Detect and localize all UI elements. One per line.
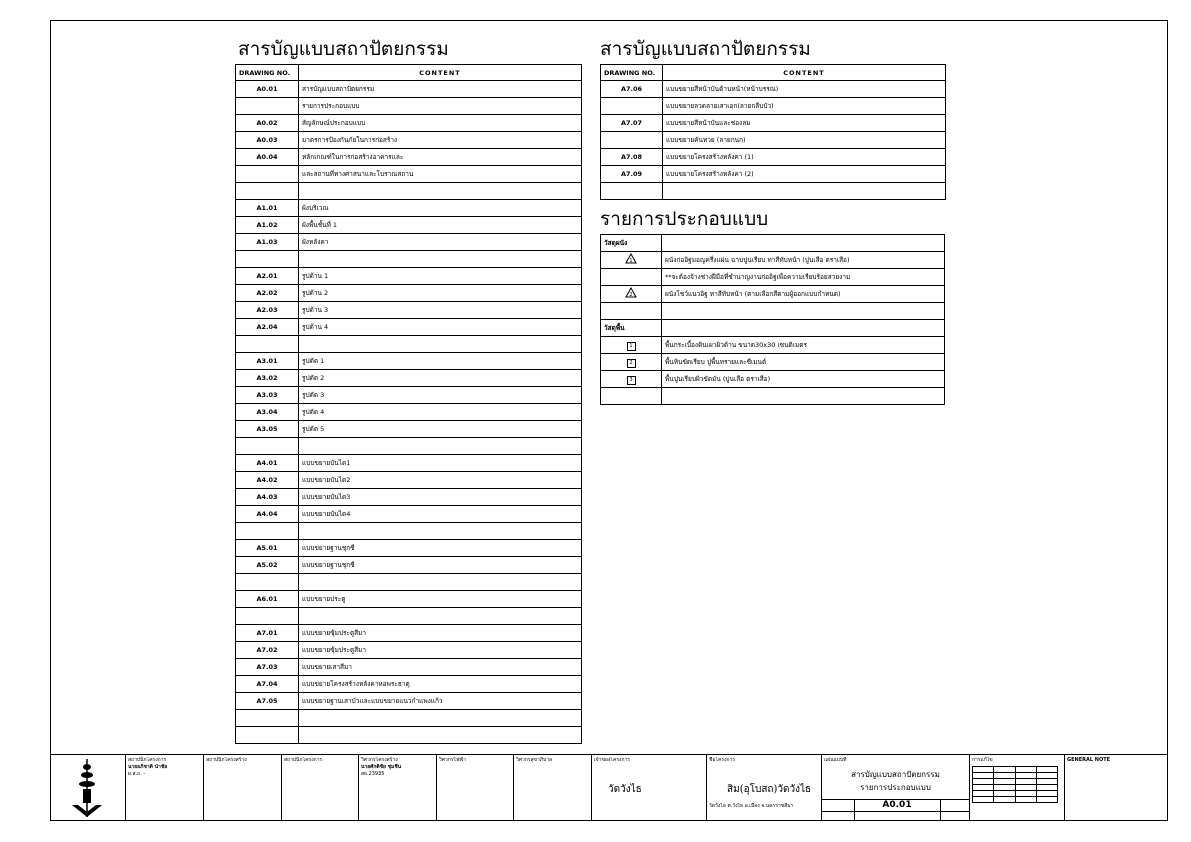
project-head: ชื่อโครงการ: [709, 757, 736, 763]
drawing-no-cell: [601, 183, 663, 200]
table-row: [236, 81, 582, 98]
electrical-engineer-head: วิศวกรไฟฟ้า: [439, 757, 466, 763]
table-row: [601, 286, 945, 303]
content-cell: [299, 523, 582, 540]
content-cell: สัญลักษณ์ประกอบแบบ: [299, 115, 582, 132]
sanitary-engineer-cell: [513, 755, 591, 821]
table-row: [601, 81, 946, 98]
spec-text: พื้นปูนเรียบผิวขัดมัน (ปูนเสือ ตราเสือ): [662, 371, 945, 388]
table-row: [236, 234, 582, 251]
table-row: [601, 320, 945, 337]
owner-cell: [591, 755, 706, 821]
drawing-no-cell: A7.01: [236, 625, 299, 642]
content-cell: แบบขยายโครงสร้างหลังคาหอพระธาตุ: [299, 676, 582, 693]
content-cell: แบบขยายคันทวย (ลายกนก): [663, 132, 946, 149]
drawing-no-cell: [236, 438, 299, 455]
drawing-no-cell: A1.01: [236, 200, 299, 217]
content-cell: แบบขยายเสาสีมา: [299, 659, 582, 676]
drawing-no-cell: A7.05: [236, 693, 299, 710]
content-cell: แบบขยายบันได2: [299, 472, 582, 489]
project-architect-cell: [281, 755, 358, 821]
spec-symbol-cell: [601, 388, 662, 405]
content-cell: แบบขยายซุ้มประตูสีมา: [299, 625, 582, 642]
content-cell: รูปตัด 1: [299, 353, 582, 370]
table-row: [601, 132, 946, 149]
content-cell: แบบขยายสีหน้าบันด้านหน้า(หน้าบรรณ): [663, 81, 946, 98]
table-row: [236, 591, 582, 608]
drawing-no-cell: A6.01: [236, 591, 299, 608]
content-cell: ผังบริเวณ: [299, 200, 582, 217]
spec-symbol-cell: [601, 303, 662, 320]
table-row: [236, 455, 582, 472]
drawing-no-cell: A0.03: [236, 132, 299, 149]
svg-text:1: 1: [629, 258, 633, 264]
drawing-no-cell: A1.03: [236, 234, 299, 251]
emblem-icon: [52, 757, 122, 819]
sheet-head: แผ่นแบบที่: [824, 757, 847, 763]
drawing-no-cell: A7.06: [601, 81, 663, 98]
table-row: [236, 353, 582, 370]
table-row: [236, 523, 582, 540]
content-cell: และสถานที่ทางศาสนาและโบราณสถาน: [299, 166, 582, 183]
drawing-no-cell: [236, 183, 299, 200]
architect-cell: [125, 755, 203, 821]
drawing-no-cell: [236, 336, 299, 353]
table-row: [601, 166, 946, 183]
content-cell: สารบัญแบบสถาปัตยกรรม: [299, 81, 582, 98]
drawing-no-cell: [236, 727, 299, 744]
drawing-no-header: DRAWING NO.: [236, 65, 299, 81]
content-cell: แบบขยายประตู: [299, 591, 582, 608]
general-note-cell: [1064, 755, 1168, 821]
left-index-table: [235, 64, 582, 744]
table-header: [236, 65, 582, 81]
drawing-no-cell: [236, 574, 299, 591]
table-row: [601, 235, 945, 252]
table-row: [236, 98, 582, 115]
drawing-no-cell: A7.04: [236, 676, 299, 693]
content-cell: [299, 574, 582, 591]
table-row: [236, 557, 582, 574]
project-cell: [706, 755, 821, 821]
content-cell: [663, 183, 946, 200]
spec-text: พื้นกระเบื้องดินเผาผิวด้าน ขนาด30x30 เซนติเมตร: [662, 337, 945, 354]
content-cell: รูปตัด 3: [299, 387, 582, 404]
table-row: [236, 710, 582, 727]
drawing-no-cell: A7.08: [601, 149, 663, 166]
project-location: วัดวังไธ ต.วังไธ อ.เมือง จ.นครราชสีมา: [709, 803, 794, 809]
sheet-title-2: รายการประกอบแบบ: [860, 783, 931, 792]
structure-architect-head: สถาปนิกโครงสร้าง: [206, 757, 247, 763]
table-row: [236, 642, 582, 659]
drawing-no-cell: A7.09: [601, 166, 663, 183]
content-cell: รูปด้าน 3: [299, 302, 582, 319]
content-cell: แบบขยายบันได4: [299, 506, 582, 523]
content-cell: [299, 438, 582, 455]
content-header: CONTENT: [299, 65, 582, 81]
table-row: [236, 132, 582, 149]
owner-name: วัดวังไธ: [608, 784, 642, 795]
content-cell: [299, 336, 582, 353]
logo-cell: [50, 755, 125, 821]
spec-symbol-cell: [601, 269, 662, 286]
content-cell: แบบขยายบันได3: [299, 489, 582, 506]
content-cell: [299, 710, 582, 727]
architect-reg: ผ.ส.ถ. -: [128, 771, 146, 777]
drawing-no-cell: A0.01: [236, 81, 299, 98]
project-architect-head: สถาปนิกโครงการ: [284, 757, 323, 763]
table-row: [236, 404, 582, 421]
electrical-engineer-cell: [436, 755, 513, 821]
structural-engineer-reg: สย.23935: [361, 771, 385, 777]
table-row: [236, 489, 582, 506]
box-symbol-icon: [601, 354, 662, 371]
drawing-no-header: DRAWING NO.: [601, 65, 663, 81]
table-row: [236, 200, 582, 217]
drawing-no-cell: A2.01: [236, 268, 299, 285]
table-row: [601, 98, 946, 115]
triangle-symbol-icon: [601, 252, 662, 269]
revision-head: การแก้ไข: [972, 757, 993, 763]
architect-name: นายอภิชาติ นำชัย: [128, 764, 168, 770]
spec-text: [662, 235, 945, 252]
sheet-cell: [821, 755, 969, 821]
drawing-no-cell: A2.04: [236, 319, 299, 336]
sanitary-engineer-head: วิศวกรสุขาภิบาล: [516, 757, 553, 763]
drawing-no-cell: [236, 166, 299, 183]
table-row: [236, 319, 582, 336]
drawing-no-cell: A3.03: [236, 387, 299, 404]
content-cell: รายการประกอบแบบ: [299, 98, 582, 115]
content-cell: แบบขยายฐานชุกชี: [299, 540, 582, 557]
drawing-no-cell: A3.02: [236, 370, 299, 387]
content-cell: รูปตัด 5: [299, 421, 582, 438]
content-cell: แบบขยายสีหน้าบันและช่องลม: [663, 115, 946, 132]
triangle-symbol-icon: [601, 286, 662, 303]
content-cell: แบบขยายโครงสร้างหลังคา (2): [663, 166, 946, 183]
drawing-no-cell: A1.02: [236, 217, 299, 234]
table-row: [236, 166, 582, 183]
table-row: [236, 676, 582, 693]
drawing-no-cell: A3.01: [236, 353, 299, 370]
table-row: [601, 149, 946, 166]
table-row: [236, 183, 582, 200]
table-row: [236, 472, 582, 489]
content-cell: แบบขยายลวดลายเสาเอก(ลายกลีบบัว): [663, 98, 946, 115]
spec-text: ผนังโชว์แนวอิฐ ทาสีทับหน้า (ตามเลือกสีตามผู้ออกแบบกำหนด): [662, 286, 945, 303]
sheet-number: A0.01: [882, 800, 912, 810]
box-symbol-icon: [601, 371, 662, 388]
content-cell: รูปด้าน 2: [299, 285, 582, 302]
content-cell: รูปด้าน 1: [299, 268, 582, 285]
content-cell: [299, 727, 582, 744]
table-row: [236, 285, 582, 302]
drawing-no-cell: A4.04: [236, 506, 299, 523]
structure-architect-cell: [203, 755, 281, 821]
drawing-no-cell: [236, 710, 299, 727]
content-cell: [299, 608, 582, 625]
table-row: [601, 183, 946, 200]
table-row: [236, 251, 582, 268]
table-row: [236, 659, 582, 676]
table-row: [601, 354, 945, 371]
spec-table: [600, 234, 945, 405]
structural-engineer-cell: [358, 755, 436, 821]
spec-text: [662, 320, 945, 337]
content-cell: รูปตัด 2: [299, 370, 582, 387]
project-name: สิม(อุโบสถ)วัดวังไธ: [727, 784, 812, 795]
revision-cell: [969, 755, 1064, 821]
table-row: [236, 438, 582, 455]
box-symbol-icon: [601, 337, 662, 354]
spec-text: **จะต้องจ้างช่างฝีมือที่ชำนาญงานก่ออิฐเพื่อความเรียบร้อยสวยงาม: [662, 269, 945, 286]
drawing-no-cell: A2.03: [236, 302, 299, 319]
drawing-no-cell: A7.03: [236, 659, 299, 676]
content-cell: ผังพื้นชั้นที่ 1: [299, 217, 582, 234]
drawing-no-cell: A2.02: [236, 285, 299, 302]
content-cell: ผังหลังคา: [299, 234, 582, 251]
spec-category: วัสดุผนัง: [601, 235, 662, 252]
box-symbol-label: 3: [627, 376, 636, 385]
structural-engineer-head: วิศวกรโครงสร้าง: [361, 757, 398, 763]
owner-head: เจ้าของโครงการ: [594, 757, 630, 763]
table-row: [236, 506, 582, 523]
right-index-title: สารบัญแบบสถาปัตยกรรม: [600, 38, 811, 60]
content-cell: แบบขยายบันได1: [299, 455, 582, 472]
drawing-no-cell: A5.01: [236, 540, 299, 557]
box-symbol-label: 2: [627, 359, 636, 368]
content-cell: แบบขยายฐานชุกชี: [299, 557, 582, 574]
content-cell: รูปด้าน 4: [299, 319, 582, 336]
content-cell: รูปตัด 4: [299, 404, 582, 421]
drawing-no-cell: [236, 608, 299, 625]
table-row: [236, 217, 582, 234]
table-row: [601, 371, 945, 388]
content-cell: [299, 251, 582, 268]
spec-text: ผนังก่ออิฐมอญครึ่งแผ่น ฉาบปูนเรียบ ทาสีทับหน้า (ปูนเสือ ตราเสือ): [662, 252, 945, 269]
drawing-no-cell: A7.07: [601, 115, 663, 132]
spec-text: พื้นหินขัดเรียบ ปูพื้นทรายและซีเมนต์: [662, 354, 945, 371]
table-row: [601, 115, 946, 132]
content-cell: หลักเกณฑ์ในการก่อสร้างอาคารและ: [299, 149, 582, 166]
table-row: [236, 387, 582, 404]
table-row: [236, 608, 582, 625]
content-cell: แบบขยายฐานเสาบัวและแบบขยายแนวกำแพงแก้ว: [299, 693, 582, 710]
table-row: [601, 303, 945, 320]
drawing-no-cell: A5.02: [236, 557, 299, 574]
table-header: [601, 65, 946, 81]
drawing-no-cell: [236, 523, 299, 540]
general-note-head: GENERAL NOTE: [1067, 757, 1111, 763]
box-symbol-label: 1: [627, 342, 636, 351]
table-row: [236, 727, 582, 744]
drawing-no-cell: A3.04: [236, 404, 299, 421]
table-row: [601, 269, 945, 286]
spec-title: รายการประกอบแบบ: [600, 208, 769, 230]
drawing-no-cell: [601, 98, 663, 115]
right-index-table: [600, 64, 946, 200]
spec-category: วัสดุพื้น: [601, 320, 662, 337]
table-row: [236, 302, 582, 319]
spec-text: [662, 303, 945, 320]
content-cell: [299, 183, 582, 200]
drawing-no-cell: A4.02: [236, 472, 299, 489]
drawing-no-cell: A4.03: [236, 489, 299, 506]
content-cell: แบบขยายซุ้มประตูสีมา: [299, 642, 582, 659]
architect-head: สถาปนิกโครงการ: [128, 757, 167, 763]
content-cell: มาตรการป้องกันภัยในการก่อสร้าง: [299, 132, 582, 149]
drawing-no-cell: A0.02: [236, 115, 299, 132]
content-header: CONTENT: [663, 65, 946, 81]
table-row: [236, 540, 582, 557]
table-row: [236, 370, 582, 387]
structural-engineer-name: นายศักดิ์ชัย ชุ่มชื่น: [361, 764, 402, 770]
svg-text:2: 2: [629, 292, 633, 298]
drawing-no-cell: A4.01: [236, 455, 299, 472]
table-row: [236, 574, 582, 591]
drawing-no-cell: [236, 98, 299, 115]
left-index-title: สารบัญแบบสถาปัตยกรรม: [238, 38, 449, 60]
table-row: [601, 337, 945, 354]
table-row: [236, 336, 582, 353]
drawing-no-cell: A3.05: [236, 421, 299, 438]
spec-text: [662, 388, 945, 405]
revision-table: [972, 766, 1058, 803]
table-row: [236, 115, 582, 132]
title-block: [50, 754, 1168, 821]
content-cell: แบบขยายโครงสร้างหลังคา (1): [663, 149, 946, 166]
drawing-no-cell: A0.04: [236, 149, 299, 166]
drawing-no-cell: [601, 132, 663, 149]
table-row: [601, 252, 945, 269]
table-row: [236, 268, 582, 285]
sheet-title-1: สารบัญแบบสถาปัตยกรรม: [851, 770, 940, 779]
table-row: [601, 388, 945, 405]
table-row: [236, 421, 582, 438]
drawing-no-cell: A7.02: [236, 642, 299, 659]
table-row: [236, 693, 582, 710]
table-row: [236, 625, 582, 642]
drawing-no-cell: [236, 251, 299, 268]
table-row: [236, 149, 582, 166]
